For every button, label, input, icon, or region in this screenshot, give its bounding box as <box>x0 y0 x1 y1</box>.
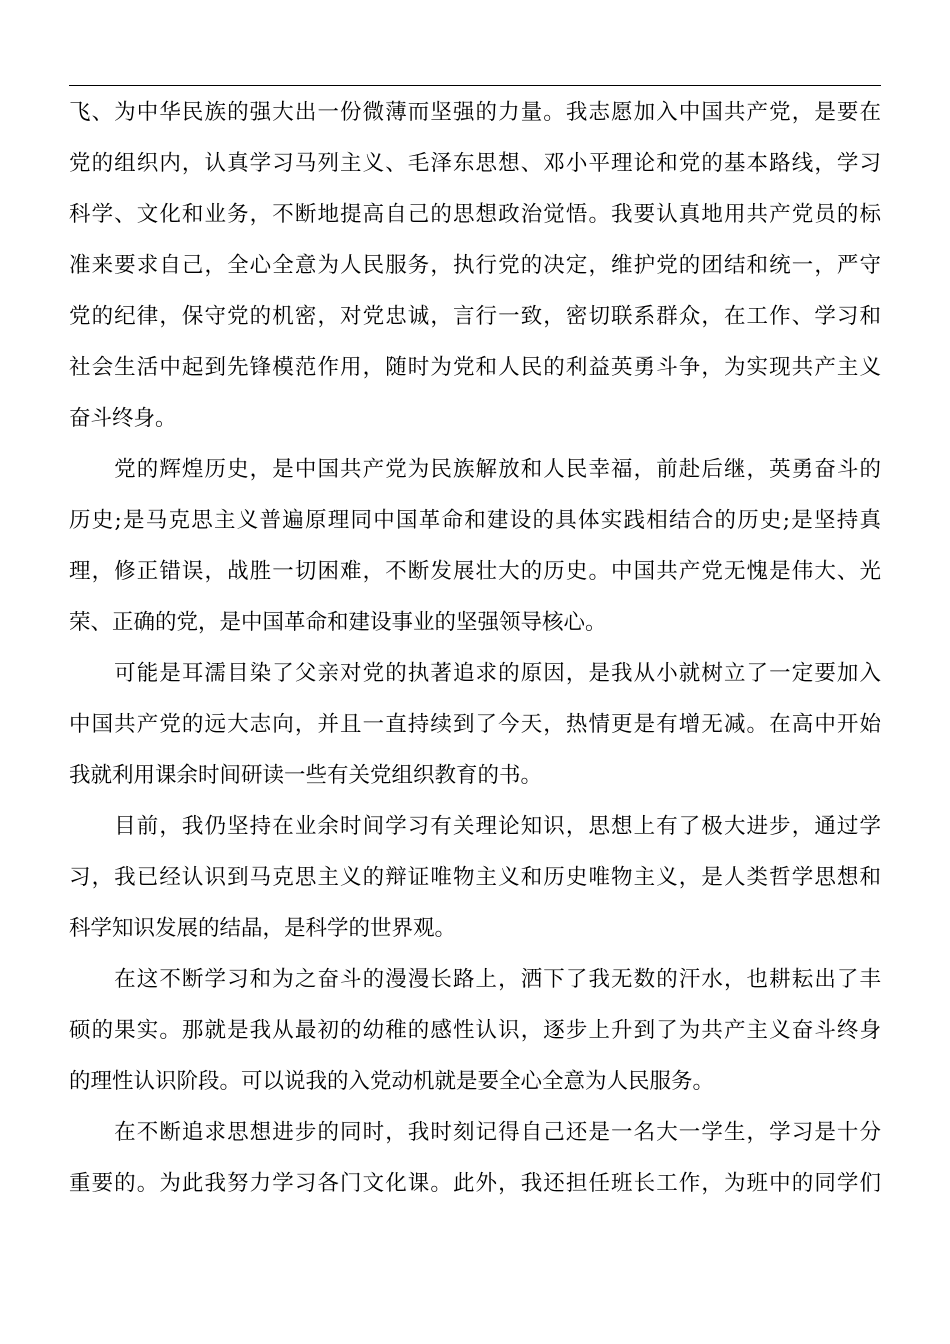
text-line: 飞、为中华民族的强大出一份微薄而坚强的力量。我志愿加入中国共产党，是要在 <box>69 100 881 125</box>
text-line: 在不断追求思想进步的同时，我时刻记得自己还是一名大一学生，学习是十分 <box>69 1120 881 1145</box>
text-line: 荣、正确的党，是中国革命和建设事业的坚强领导核心。 <box>69 610 607 635</box>
text-line: 科学、文化和业务，不断地提高自己的思想政治觉悟。我要认真地用共产党员的标 <box>69 202 881 227</box>
text-line: 准来要求自己，全心全意为人民服务，执行党的决定，维护党的团结和统一，严守 <box>69 253 881 278</box>
paragraph <box>69 87 881 444</box>
text-line: 党的纪律，保守党的机密，对党忠诚，言行一致，密切联系群众，在工作、学习和 <box>69 304 881 329</box>
text-line: 习，我已经认识到马克思主义的辩证唯物主义和历史唯物主义，是人类哲学思想和 <box>69 865 881 890</box>
text-line: 可能是耳濡目染了父亲对党的执著追求的原因，是我从小就树立了一定要加入 <box>69 661 881 686</box>
paragraph <box>69 444 881 648</box>
text-line: 科学知识发展的结晶，是科学的世界观。 <box>69 916 457 941</box>
text-line: 硕的果实。那就是我从最初的幼稚的感性认识，逐步上升到了为共产主义奋斗终身 <box>69 1018 881 1043</box>
text-line: 中国共产党的远大志向，并且一直持续到了今天，热情更是有增无减。在高中开始 <box>69 712 881 737</box>
text-line: 理，修正错误，战胜一切困难，不断发展壮大的历史。中国共产党无愧是伟大、光 <box>69 559 881 584</box>
text-line: 的理性认识阶段。可以说我的入党动机就是要全心全意为人民服务。 <box>69 1069 715 1094</box>
text-line: 奋斗终身。 <box>69 406 177 431</box>
text-line: 党的组织内，认真学习马列主义、毛泽东思想、邓小平理论和党的基本路线，学习 <box>69 151 881 176</box>
paragraph <box>69 801 881 954</box>
header-rule <box>69 85 881 86</box>
text-line: 历史;是马克思主义普遍原理同中国革命和建设的具体实践相结合的历史;是坚持真 <box>69 508 881 533</box>
text-line: 社会生活中起到先锋模范作用，随时为党和人民的利益英勇斗争，为实现共产主义 <box>69 355 881 380</box>
paragraph <box>69 954 881 1107</box>
document-body <box>69 87 881 1209</box>
text-line: 我就利用课余时间研读一些有关党组织教育的书。 <box>69 763 543 788</box>
text-line: 在这不断学习和为之奋斗的漫漫长路上，洒下了我无数的汗水，也耕耘出了丰 <box>69 967 881 992</box>
text-line: 目前，我仍坚持在业余时间学习有关理论知识，思想上有了极大进步，通过学 <box>69 814 881 839</box>
paragraph <box>69 1107 881 1209</box>
paragraph <box>69 648 881 801</box>
text-line: 重要的。为此我努力学习各门文化课。此外，我还担任班长工作，为班中的同学们 <box>69 1171 881 1196</box>
text-line: 党的辉煌历史，是中国共产党为民族解放和人民幸福，前赴后继，英勇奋斗的 <box>69 457 881 482</box>
